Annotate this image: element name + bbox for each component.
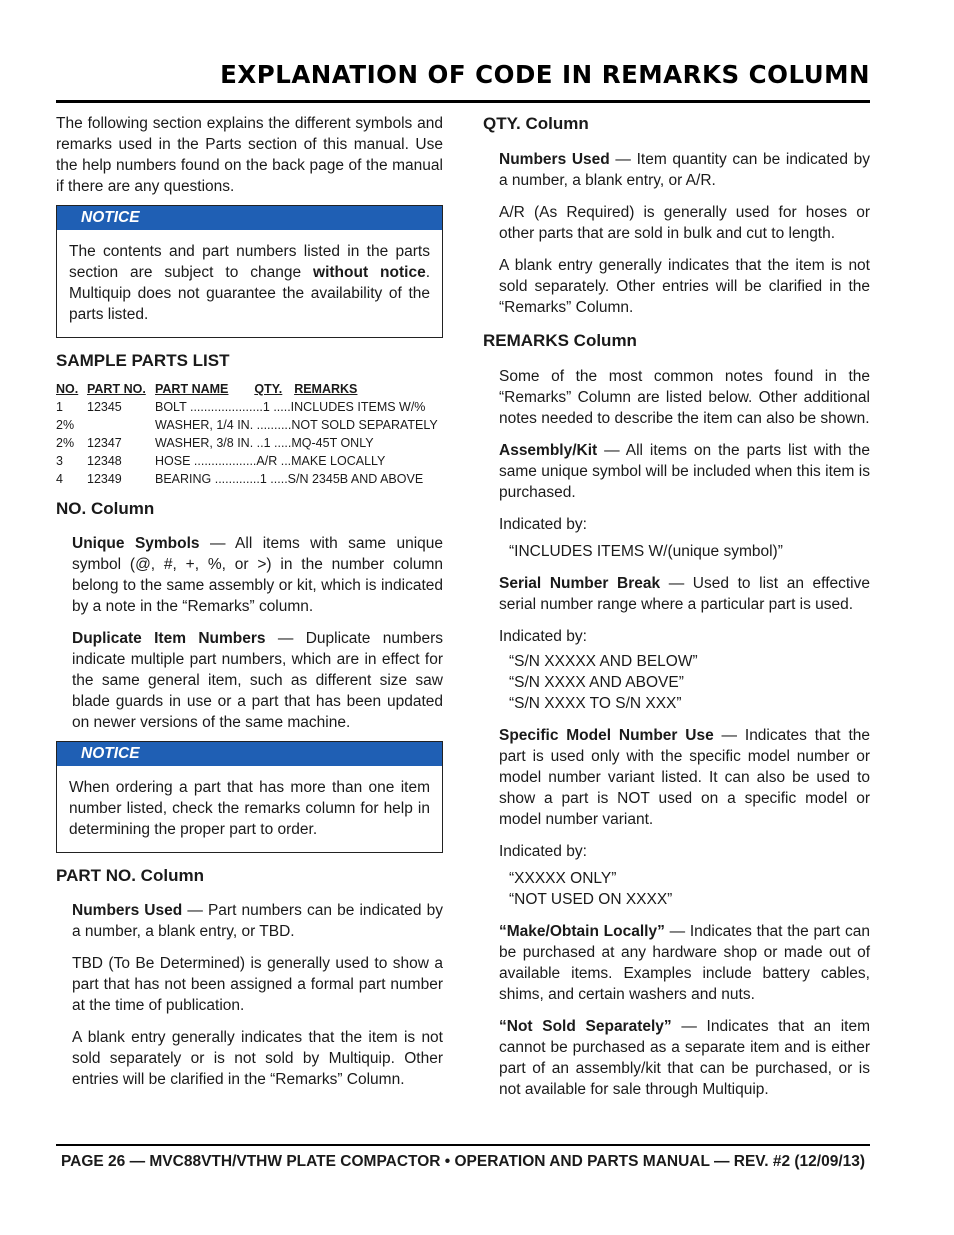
table-row: 2% 12347 WASHER, 3/8 IN. ..1 .....MQ-45T ONLY (56, 436, 374, 450)
table-row: 3 12348 HOSE ..................A/R ...MAKE LOCALLY (56, 454, 386, 468)
section-heading-sample-parts: SAMPLE PARTS LIST (56, 351, 230, 370)
notice-box-1 (56, 205, 443, 338)
page-footer: PAGE 26 — MVC88VTH/VTHW PLATE COMPACTOR • OPERATION AND PARTS MANUAL — REV. #2 (12/09/13) (60, 1153, 866, 1170)
notice-label: NOTICE (57, 742, 442, 766)
as-required-paragraph: A/R (As Required) is generally used for hoses or other parts that are sold in bulk and cut to length. (499, 204, 870, 242)
serial-example: “S/N XXXXX AND BELOW” (509, 653, 698, 670)
indicated-by-label: Indicated by: (499, 628, 587, 645)
section-heading-no-column: NO. Column (56, 499, 155, 518)
notice-text: When ordering a part that has more than one item number listed, check the remarks column for help in determining the proper part to order. (69, 779, 430, 838)
sample-parts-table (56, 380, 443, 488)
remarks-intro-paragraph: Some of the most common notes found in the “Remarks” Column are listed below. Other additional notes needed to describe the item can also be shown. (499, 368, 870, 427)
make-locally-paragraph: “Make/Obtain Locally” — Indicates that the part can be purchased at any hardware shop or made out of available items. Examples include battery cables, shims, and certain washers and nuts. (499, 923, 870, 1003)
section-heading-qty-column: QTY. Column (483, 114, 589, 133)
indicated-by-label: Indicated by: (499, 516, 587, 533)
col-header-group (155, 380, 443, 398)
tbd-paragraph: TBD (To Be Determined) is generally used to show a part that has not been assigned a formal part number at the time of publication. (72, 955, 443, 1014)
model-example: “NOT USED ON XXXX” (509, 891, 673, 908)
qty-blank-entry-paragraph: A blank entry generally indicates that the item is not sold separately. Other entries will be clarified in the “Remarks” Column. (499, 257, 870, 316)
qty-numbers-used-paragraph: Numbers Used — Item quantity can be indicated by a number, a blank entry, or A/R. (499, 151, 870, 189)
title-rule (56, 100, 870, 103)
col-header-part-no: PART NO. (87, 382, 146, 396)
table-row: 4 12349 BEARING .............1 .....S/N 2345B AND ABOVE (56, 472, 424, 486)
right-column (483, 113, 870, 1100)
section-heading-remarks-column: REMARKS Column (483, 331, 637, 350)
table-header-row (56, 380, 443, 398)
section-heading-part-no-column: PART NO. Column (56, 866, 204, 885)
specific-model-paragraph: Specific Model Number Use — Indicates that the part is used only with the specific model number or model number variant listed. It can also be used to show a part is NOT used on a specific model or model number variant. (499, 727, 870, 828)
assembly-kit-paragraph: Assembly/Kit — All items on the parts list with the same unique symbol will be included when this item is purchased. (499, 442, 870, 501)
table-row: 1 12345 BOLT .....................1 .....INCLUDES ITEMS W/% (56, 400, 426, 414)
col-header-no: NO. (56, 382, 79, 396)
notice-text: The contents and part numbers listed in the parts section are subject to change without notice. Multiquip does not guarantee the availability of the parts listed. (69, 243, 431, 323)
blank-entry-paragraph: A blank entry generally indicates that the item is not sold separately or is not sold by Multiquip. Other entries will be clarified in the “Remarks” Column. (72, 1029, 443, 1088)
left-column (56, 113, 443, 1090)
serial-break-paragraph: Serial Number Break — Used to list an effective serial number range where a particular part is used. (499, 575, 870, 613)
duplicate-items-paragraph: Duplicate Item Numbers — Duplicate numbers indicate multiple part numbers, which are in effect for the same general item, such as different size saw blade guards in use or a part that has been updated on newer versions of the same machine. (72, 630, 444, 731)
col-header-remarks: REMARKS (294, 382, 358, 396)
notice-box-2 (56, 741, 443, 853)
footer-rule (56, 1144, 870, 1146)
table-row: 2% WASHER, 1/4 IN. ..........NOT SOLD SEPARATELY (56, 418, 438, 432)
indicated-by-label: Indicated by: (499, 843, 587, 860)
unique-symbols-paragraph: Unique Symbols — All items with same unique symbol (@, #, +, %, or >) in the number column belong to the same assembly or kit, which is indicated by a note in the “Remarks” column. (72, 535, 443, 615)
page-title: EXPLANATION OF CODE IN REMARKS COLUMN (220, 60, 870, 89)
intro-paragraph: The following section explains the different symbols and remarks used in the Parts section of this manual. Use the help numbers found on the back page of the manual if there are any questions. (56, 115, 443, 195)
assembly-example: “INCLUDES ITEMS W/(unique symbol)” (509, 543, 783, 560)
serial-example: “S/N XXXX TO S/N XXX” (509, 695, 682, 712)
not-sold-separately-paragraph: “Not Sold Separately” — Indicates that an item cannot be purchased as a separate item and is either part of an assembly/kit that can be purchased, or is not available for sale through Multiquip. (499, 1018, 870, 1098)
col-header-qty: QTY. (254, 382, 283, 396)
model-example: “XXXXX ONLY” (509, 870, 617, 887)
part-numbers-used-paragraph: Numbers Used — Part numbers can be indicated by a number, a blank entry, or TBD. (72, 902, 443, 940)
col-header-part-name: PART NAME (155, 382, 229, 396)
serial-example: “S/N XXXX AND ABOVE” (509, 674, 684, 691)
notice-label: NOTICE (57, 206, 442, 230)
